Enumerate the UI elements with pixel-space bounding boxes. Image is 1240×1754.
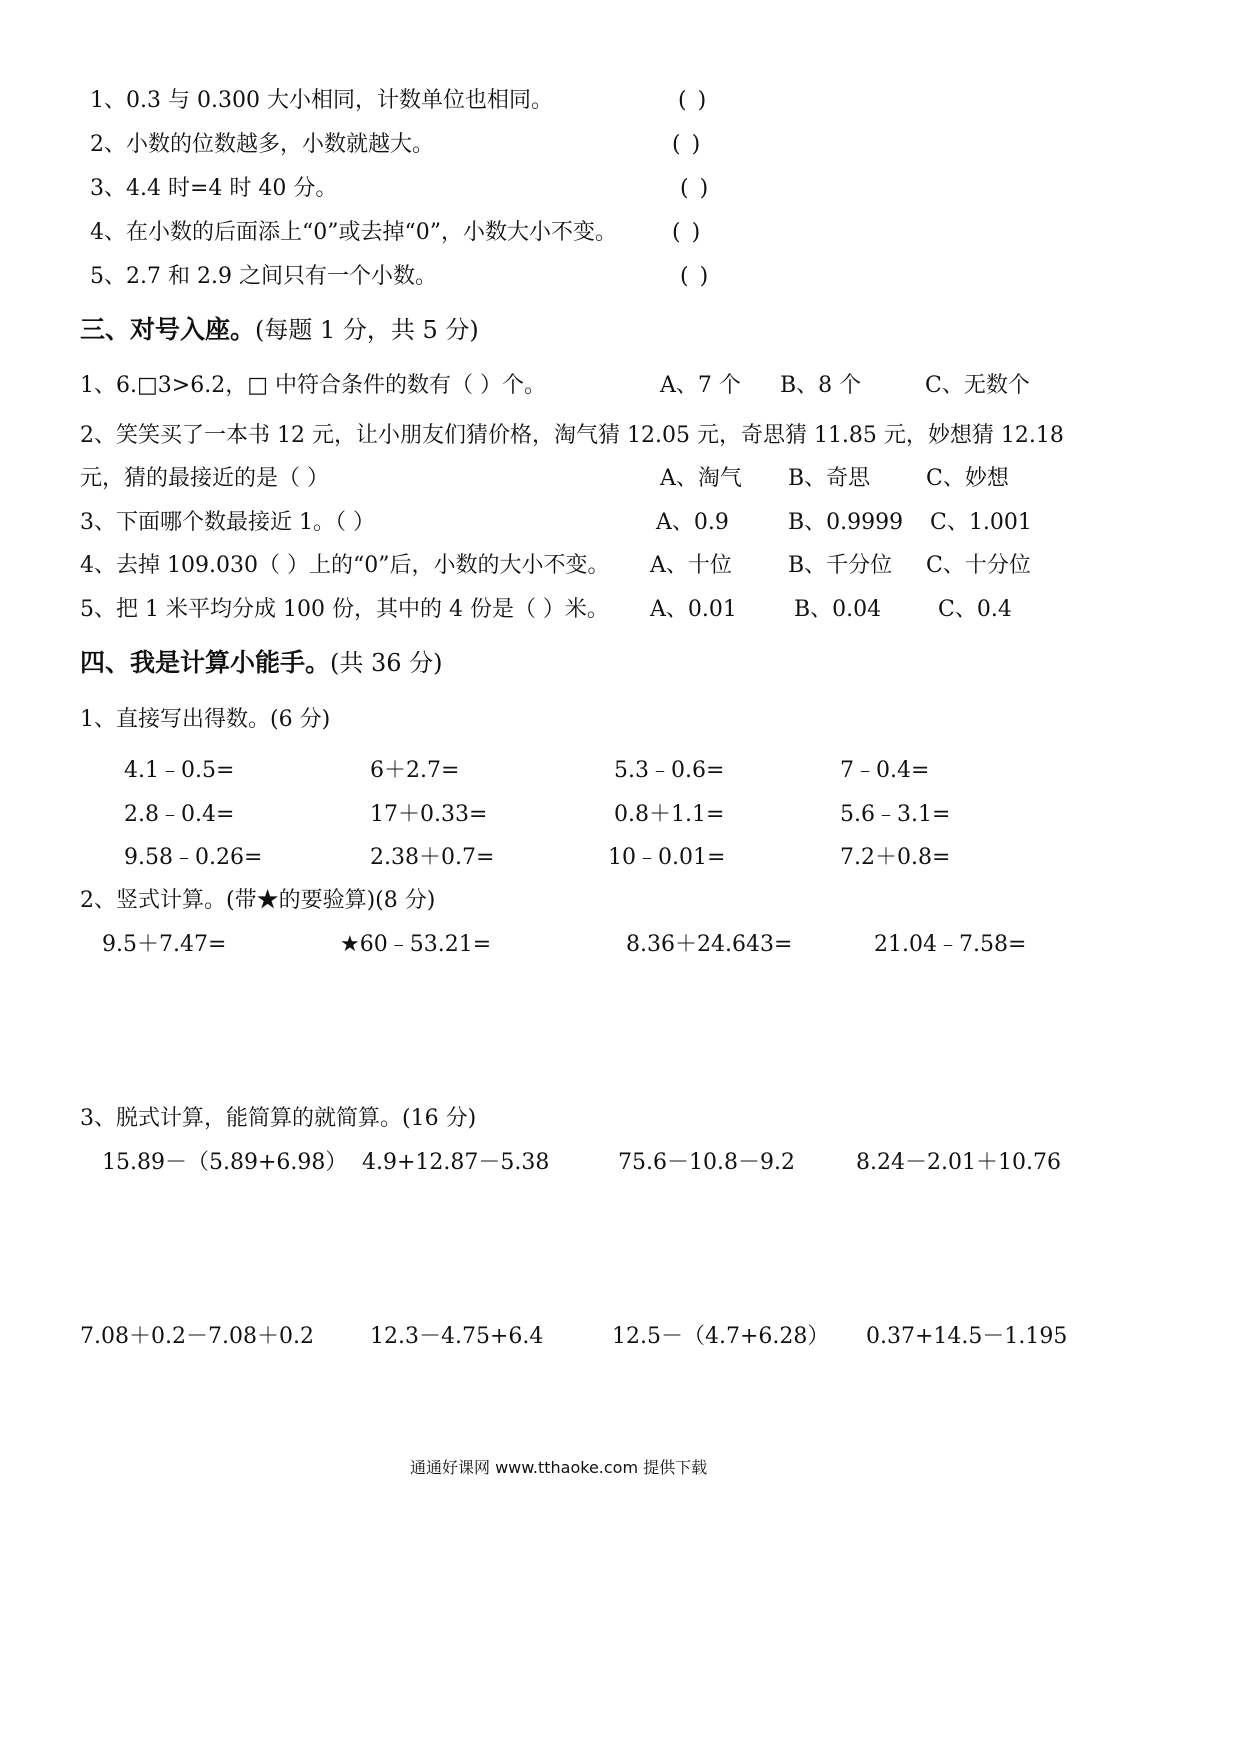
stepwise-calc-1: 15.89－（5.89+6.98） [102, 1150, 348, 1175]
section-3-title: 三、对号入座。 [80, 315, 256, 344]
choice-q2-option-c[interactable]: C、妙想 [926, 466, 1009, 491]
judge-answer-1[interactable]: ( ) [678, 88, 709, 113]
mental-calc-3-2: 2.38＋0.7= [370, 845, 495, 870]
choice-q5: 5、把 1 米平均分成 100 份，其中的 4 份是（ ）米。 [80, 597, 609, 622]
vertical-calc-2: ★60﹣53.21= [340, 932, 492, 957]
choice-q4-option-a[interactable]: A、十位 [650, 553, 732, 578]
part-3-title: 3、脱式计算，能简算的就简算。(16 分) [80, 1106, 477, 1131]
choice-q3-option-b[interactable]: B、0.9999 [788, 510, 904, 535]
choice-q2-line-2: 元，猜的最接近的是（ ） [80, 466, 329, 491]
mental-calc-2-1: 2.8﹣0.4= [124, 802, 235, 827]
mental-calc-3-4: 7.2＋0.8= [840, 845, 951, 870]
section-4-title: 四、我是计算小能手。 [80, 648, 331, 677]
vertical-calc-3: 8.36＋24.643= [626, 932, 793, 957]
choice-q5-option-b[interactable]: B、0.04 [794, 597, 882, 622]
choice-q2-option-a[interactable]: A、淘气 [660, 466, 742, 491]
section-4-heading [80, 645, 443, 681]
judge-answer-2[interactable]: ( ) [672, 132, 703, 157]
choice-q4: 4、去掉 109.030（ ）上的“0”后，小数的大小不变。 [80, 553, 610, 578]
mental-calc-2-2: 17＋0.33= [370, 802, 488, 827]
mental-calc-2-3: 0.8＋1.1= [614, 802, 725, 827]
mental-calc-1-3: 5.3﹣0.6= [614, 758, 725, 783]
part-1-title: 1、直接写出得数。(6 分) [80, 707, 331, 732]
judge-item-5: 5、2.7 和 2.9 之间只有一个小数。 [90, 264, 437, 289]
judge-item-2: 2、小数的位数越多，小数就越大。 [90, 132, 434, 157]
mental-calc-2-4: 5.6﹣3.1= [840, 802, 951, 827]
judge-item-1: 1、0.3 与 0.300 大小相同，计数单位也相同。 [90, 88, 553, 113]
vertical-calc-1: 9.5＋7.47= [102, 932, 227, 957]
choice-q5-option-c[interactable]: C、0.4 [938, 597, 1012, 622]
choice-q1-option-b[interactable]: B、8 个 [780, 373, 862, 398]
mental-calc-3-1: 9.58﹣0.26= [124, 845, 263, 870]
stepwise-calc-6: 12.3－4.75+6.4 [370, 1324, 544, 1349]
page-footer: 通通好课网 www.tthaoke.com 提供下载 [410, 1458, 708, 1477]
judge-answer-3[interactable]: ( ) [680, 176, 711, 201]
mental-calc-1-1: 4.1﹣0.5= [124, 758, 235, 783]
part-2-title: 2、竖式计算。(带★的要验算)(8 分) [80, 888, 436, 913]
mental-calc-3-3: 10﹣0.01= [608, 845, 726, 870]
stepwise-calc-8: 0.37+14.5－1.195 [866, 1324, 1068, 1349]
stepwise-calc-7: 12.5－（4.7+6.28） [612, 1324, 830, 1349]
choice-q1-option-a[interactable]: A、7 个 [660, 373, 741, 398]
choice-q2-line-1: 2、笑笑买了一本书 12 元，让小朋友们猜价格，淘气猜 12.05 元，奇思猜 11.85 元，妙想猜 12.18 [80, 423, 1064, 448]
mental-calc-1-2: 6＋2.7= [370, 758, 460, 783]
mental-calc-1-4: 7﹣0.4= [840, 758, 930, 783]
choice-q2-option-b[interactable]: B、奇思 [788, 466, 871, 491]
judge-item-4: 4、在小数的后面添上“0”或去掉“0”，小数大小不变。 [90, 220, 617, 245]
judge-answer-5[interactable]: ( ) [680, 264, 711, 289]
stepwise-calc-5: 7.08＋0.2－7.08＋0.2 [80, 1324, 314, 1349]
stepwise-calc-2: 4.9+12.87－5.38 [362, 1150, 550, 1175]
choice-q3: 3、下面哪个数最接近 1。（ ） [80, 510, 375, 535]
choice-q4-option-b[interactable]: B、千分位 [788, 553, 893, 578]
choice-q1: 1、6.□3>6.2，□ 中符合条件的数有（ ）个。 [80, 373, 546, 398]
choice-q3-option-c[interactable]: C、1.001 [930, 510, 1032, 535]
choice-q3-option-a[interactable]: A、0.9 [656, 510, 729, 535]
choice-q1-option-c[interactable]: C、无数个 [925, 373, 1030, 398]
choice-q4-option-c[interactable]: C、十分位 [926, 553, 1031, 578]
vertical-calc-4: 21.04﹣7.58= [874, 932, 1027, 957]
judge-answer-4[interactable]: ( ) [672, 220, 703, 245]
section-4-subtitle: (共 36 分) [330, 649, 443, 677]
stepwise-calc-3: 75.6－10.8－9.2 [618, 1150, 795, 1175]
judge-item-3: 3、4.4 时=4 时 40 分。 [90, 176, 338, 201]
section-3-subtitle: (每题 1 分，共 5 分) [255, 316, 479, 344]
choice-q5-option-a[interactable]: A、0.01 [650, 597, 737, 622]
section-3-heading [80, 312, 479, 348]
stepwise-calc-4: 8.24－2.01＋10.76 [856, 1150, 1061, 1175]
